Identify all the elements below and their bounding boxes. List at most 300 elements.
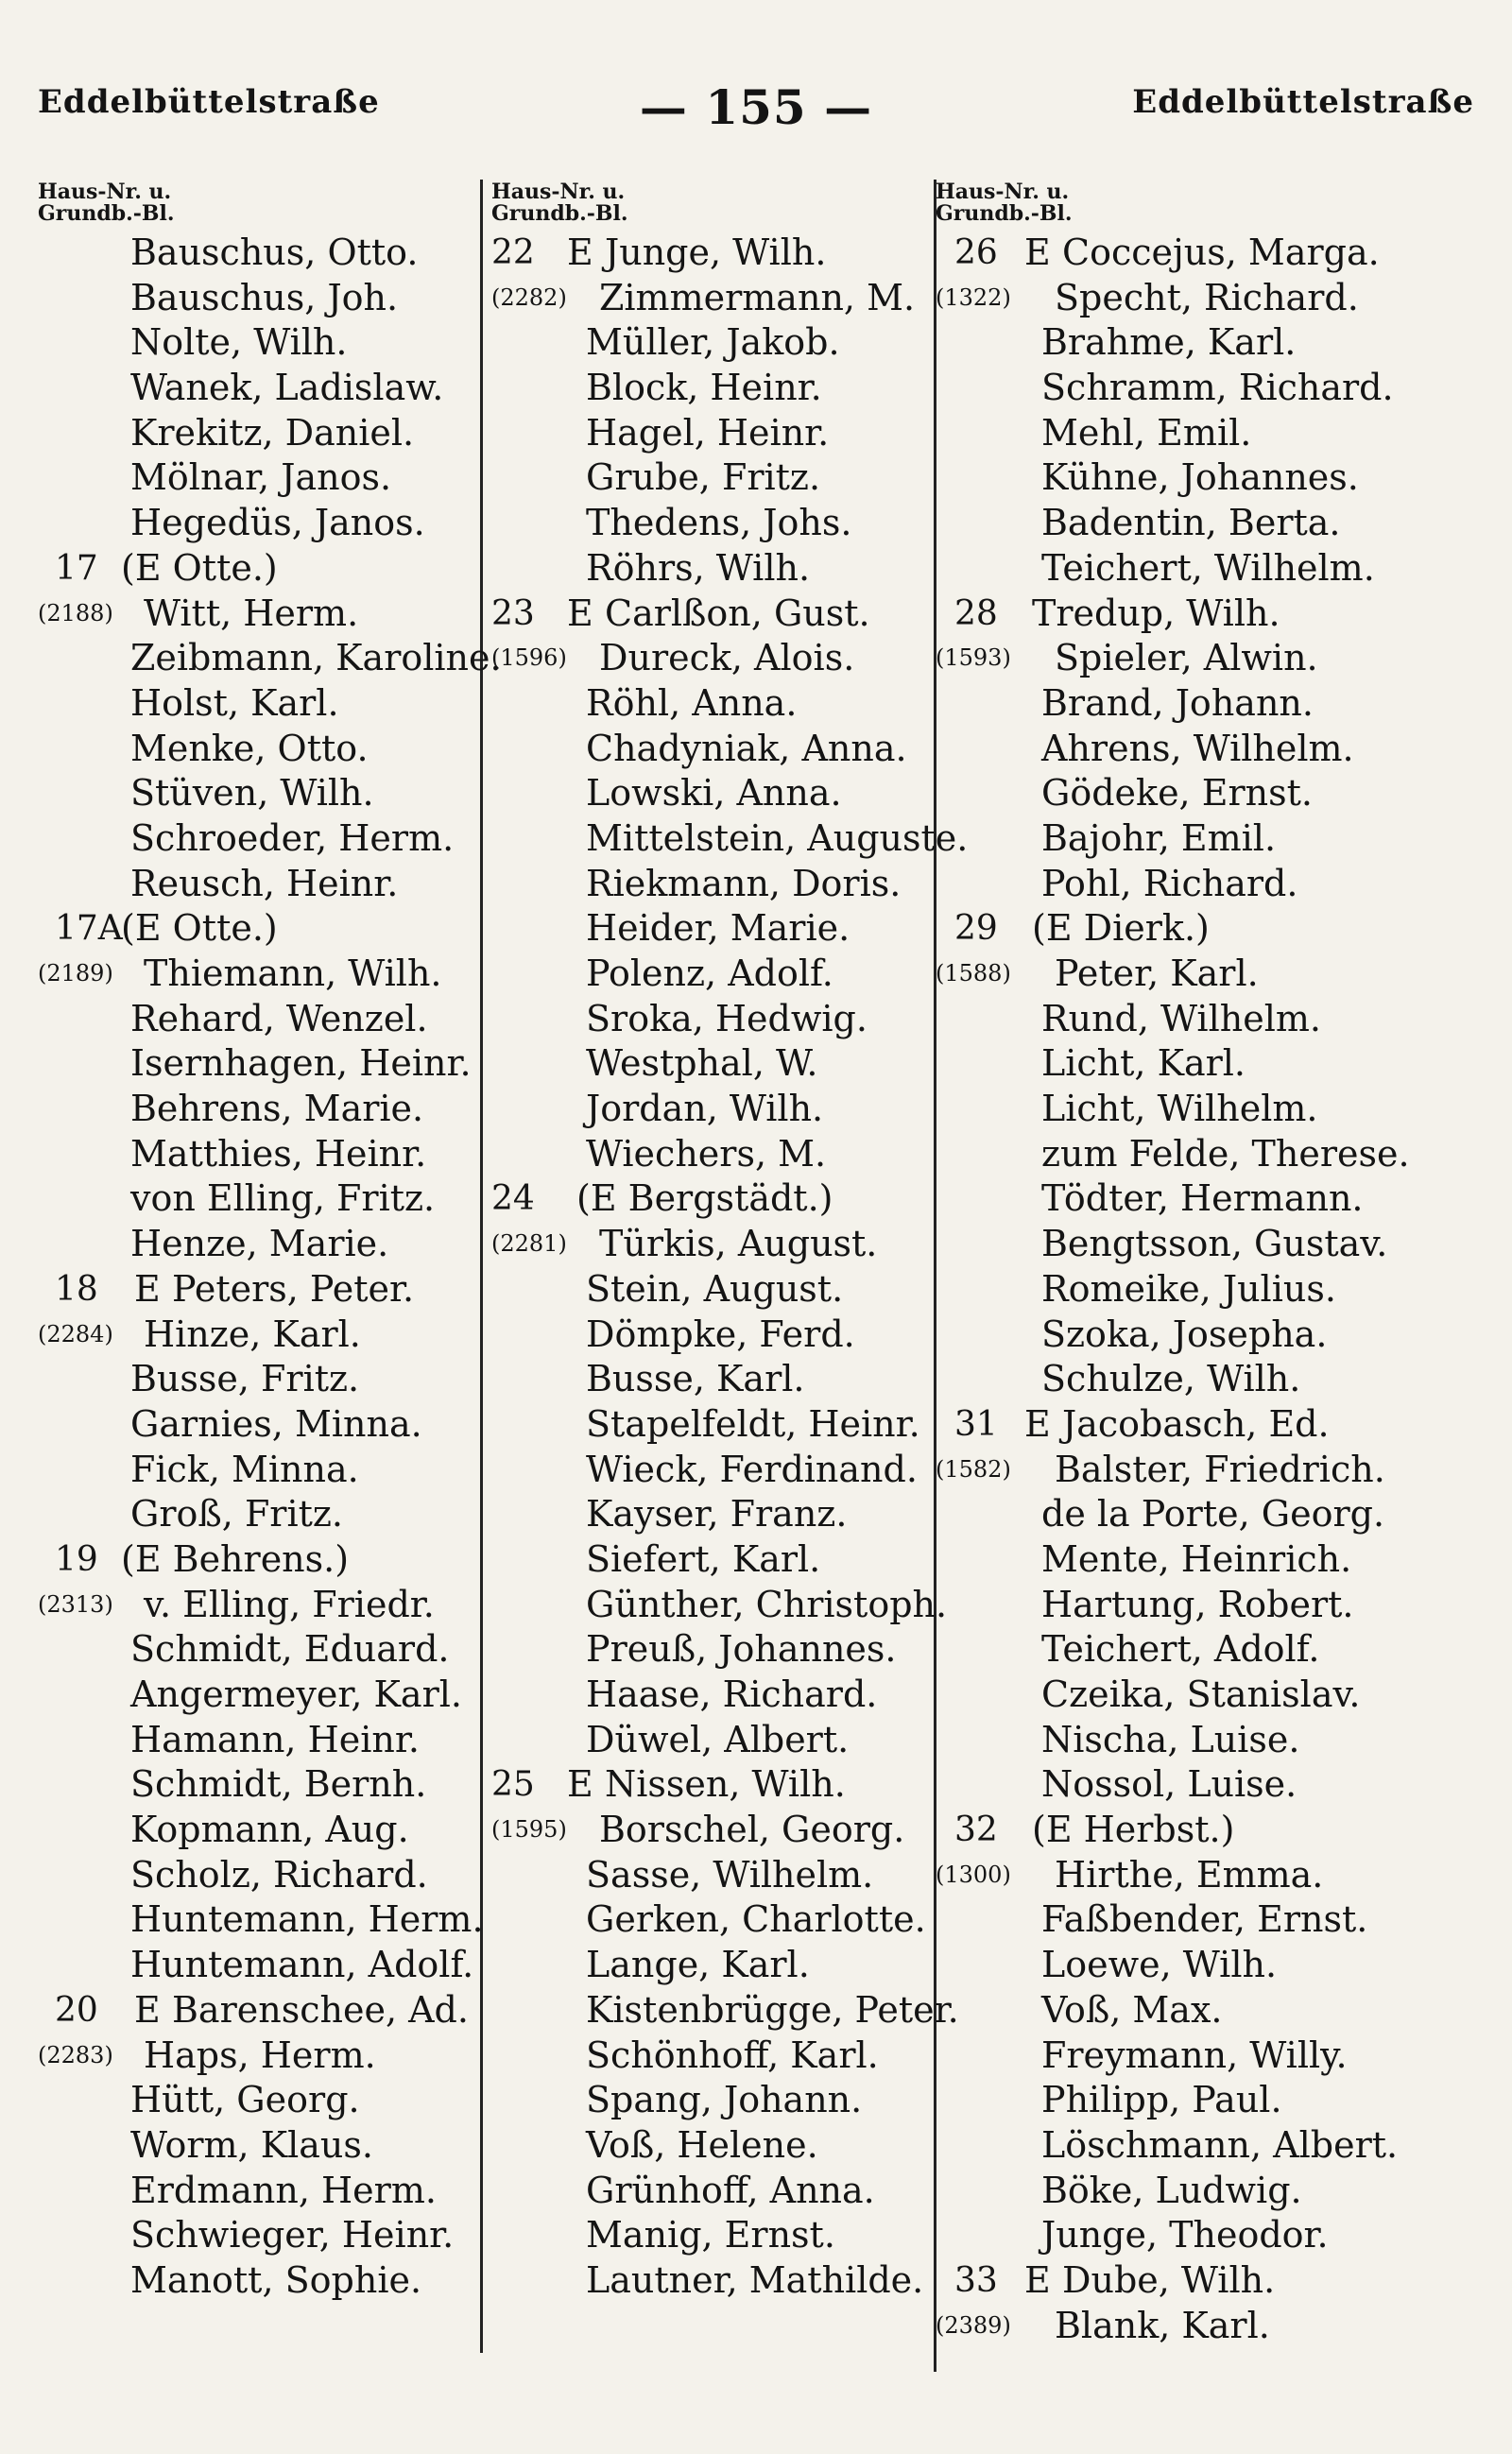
column-header-line: Grundb.-Bl.	[936, 201, 1073, 226]
directory-line	[936, 1943, 1465, 1988]
resident-name: (E Otte.)	[121, 546, 278, 589]
land-register-number: (2281)	[491, 1230, 567, 1258]
resident-name: Dureck, Alois.	[599, 637, 855, 679]
directory-line	[491, 1583, 948, 1628]
directory-line	[936, 1627, 1465, 1673]
house-number: 18	[55, 1269, 98, 1309]
resident-name: Haps, Herm.	[144, 2034, 376, 2076]
house-number: 17	[55, 548, 98, 588]
resident-name: Barenschee, Ad.	[172, 1988, 469, 2031]
resident-name: Böke, Ludwig.	[1041, 2169, 1302, 2211]
resident-name: Zimmermann, M.	[599, 276, 916, 318]
directory-line	[38, 1357, 482, 1402]
resident-name: Zeibmann, Karoline.	[130, 637, 502, 679]
resident-name: Garnies, Minna.	[130, 1402, 422, 1445]
resident-name: Junge, Wilh.	[605, 232, 827, 273]
resident-name: Czeika, Stanislav.	[1041, 1673, 1361, 1715]
resident-name: Worm, Klaus.	[130, 2123, 373, 2166]
directory-line	[491, 1402, 936, 1448]
column-1	[38, 180, 502, 2304]
house-number: 29	[954, 909, 998, 949]
directory-line	[936, 2078, 1465, 2123]
resident-name: Brand, Johann.	[1041, 681, 1314, 724]
resident-name: Heider, Marie.	[586, 907, 850, 950]
resident-name: Holst, Karl.	[130, 681, 339, 724]
directory-line	[936, 2213, 1465, 2258]
resident-name: de la Porte, Georg.	[1041, 1493, 1385, 1536]
resident-name: Mente, Heinrich.	[1041, 1537, 1352, 1580]
directory-line	[491, 1041, 936, 1087]
directory-line	[38, 1718, 482, 1763]
directory-line	[936, 411, 1465, 456]
resident-name: Röhl, Anna.	[586, 681, 798, 724]
resident-name: Nischa, Luise.	[1041, 1718, 1300, 1760]
directory-line	[491, 1087, 936, 1132]
resident-name: Block, Heinr.	[586, 367, 822, 409]
directory-line	[491, 1627, 936, 1673]
directory-line	[38, 231, 482, 276]
owner-marker: E	[567, 232, 593, 273]
resident-name: Specht, Richard.	[1055, 276, 1359, 318]
resident-name: Sroka, Hedwig.	[586, 997, 868, 1039]
resident-name: Tödter, Hermann.	[1041, 1177, 1364, 1220]
resident-name: Peter, Karl.	[1055, 952, 1259, 994]
directory-line	[936, 771, 1465, 816]
directory-line	[936, 952, 1465, 997]
directory-line	[491, 906, 936, 952]
directory-line	[38, 997, 482, 1042]
resident-name: Isernhagen, Heinr.	[130, 1042, 472, 1085]
resident-name: Schramm, Richard.	[1041, 367, 1394, 409]
resident-name: Lautner, Mathilde.	[586, 2258, 924, 2301]
directory-line	[936, 1222, 1465, 1267]
resident-name: Hütt, Georg.	[130, 2079, 360, 2121]
directory-line	[491, 1357, 936, 1402]
resident-name: Müller, Jakob.	[586, 321, 840, 364]
resident-name: (E Bergstädt.)	[576, 1177, 833, 1220]
resident-name: Busse, Karl.	[586, 1358, 805, 1400]
resident-name: Hinze, Karl.	[144, 1313, 361, 1355]
column-3	[936, 181, 1465, 2348]
directory-line	[936, 501, 1465, 546]
resident-name: Düwel, Albert.	[586, 1718, 850, 1760]
directory-line	[38, 455, 482, 501]
land-register-number: (1582)	[936, 1455, 1011, 1483]
resident-name: Röhrs, Wilh.	[586, 546, 811, 589]
resident-name: Bauschus, Joh.	[130, 276, 399, 318]
resident-name: Groß, Fritz.	[130, 1493, 343, 1536]
directory-line	[936, 546, 1465, 592]
column-header-line: Grundb.-Bl.	[38, 201, 175, 226]
resident-name: Westphal, W.	[586, 1042, 818, 1085]
resident-name: Polenz, Adolf.	[586, 952, 833, 994]
resident-name: Teichert, Wilhelm.	[1041, 546, 1375, 589]
directory-line	[936, 997, 1465, 1042]
resident-name: Fick, Minna.	[130, 1448, 359, 1490]
directory-line	[491, 1222, 936, 1267]
resident-name: Siefert, Karl.	[586, 1537, 821, 1580]
directory-line	[936, 816, 1465, 862]
directory-line	[936, 1808, 1465, 1853]
resident-name: Löschmann, Albert.	[1041, 2123, 1399, 2166]
resident-name: Voß, Helene.	[586, 2123, 818, 2166]
directory-line	[936, 1673, 1465, 1718]
resident-name: Borschel, Georg.	[599, 1809, 905, 1851]
owner-marker: E	[1024, 2258, 1051, 2301]
resident-name: Ahrens, Wilhelm.	[1041, 727, 1354, 769]
land-register-number: (2389)	[936, 2311, 1011, 2339]
directory-line	[491, 2123, 936, 2169]
resident-name: Bengtsson, Gustav.	[1041, 1223, 1388, 1265]
directory-line	[936, 1041, 1465, 1087]
owner-marker: E	[1024, 232, 1051, 273]
directory-line	[491, 816, 969, 862]
column-header-line: Haus-Nr. u.	[38, 180, 172, 204]
resident-name: Erdmann, Herm.	[130, 2169, 437, 2211]
directory-line	[38, 1627, 482, 1673]
land-register-number: (1322)	[936, 283, 1011, 311]
directory-line	[491, 1718, 936, 1763]
resident-name: Kühne, Johannes.	[1041, 456, 1359, 499]
directory-line	[491, 1853, 936, 1898]
directory-line	[936, 1402, 1465, 1448]
directory-line	[38, 2078, 482, 2123]
resident-name: Manott, Sophie.	[130, 2258, 422, 2301]
resident-name: Lowski, Anna.	[586, 772, 842, 815]
resident-name: Stapelfeldt, Heinr.	[586, 1402, 920, 1445]
directory-line	[936, 2123, 1465, 2169]
resident-name: Junge, Theodor.	[1041, 2214, 1329, 2257]
resident-name: Hartung, Robert.	[1041, 1583, 1354, 1625]
directory-line	[38, 366, 482, 411]
resident-name: Spang, Johann.	[586, 2079, 863, 2121]
directory-line	[936, 231, 1465, 276]
owner-marker: E	[134, 1988, 161, 2031]
resident-name: Coccejus, Marga.	[1062, 232, 1380, 273]
directory-line	[38, 952, 482, 997]
resident-name: Behrens, Marie.	[130, 1088, 424, 1130]
directory-line	[38, 2169, 482, 2214]
resident-name: Voß, Max.	[1041, 1988, 1223, 2031]
directory-line	[936, 1357, 1465, 1402]
resident-name: Hegedüs, Janos.	[130, 502, 425, 544]
resident-name: Brahme, Karl.	[1041, 321, 1297, 364]
directory-line	[491, 1988, 959, 2034]
resident-name: Matthies, Heinr.	[130, 1132, 427, 1175]
resident-name: Mehl, Emil.	[1041, 411, 1252, 454]
directory-line	[936, 636, 1465, 681]
directory-line	[936, 862, 1465, 907]
resident-name: Szoka, Josepha.	[1041, 1313, 1328, 1355]
directory-line	[936, 1537, 1465, 1583]
resident-name: Schulze, Wilh.	[1041, 1358, 1301, 1400]
resident-name: Preuß, Johannes.	[586, 1628, 897, 1671]
resident-name: Gerken, Charlotte.	[586, 1898, 926, 1941]
house-number: 26	[954, 233, 998, 272]
resident-name: Grube, Fritz.	[586, 456, 821, 499]
resident-name: Jacobasch, Ed.	[1062, 1402, 1330, 1445]
resident-name: Schmidt, Bernh.	[130, 1763, 427, 1806]
resident-name: Angermeyer, Karl.	[130, 1673, 462, 1715]
directory-line	[38, 320, 482, 366]
resident-name: Balster, Friedrich.	[1055, 1448, 1385, 1490]
directory-line	[38, 2258, 482, 2304]
resident-name: Menke, Otto.	[130, 727, 369, 769]
directory-line	[38, 501, 482, 546]
directory-line	[491, 1537, 936, 1583]
resident-name: Sasse, Wilhelm.	[586, 1853, 874, 1896]
resident-name: zum Felde, Therese.	[1041, 1132, 1410, 1175]
directory-line	[38, 816, 482, 862]
resident-name: Busse, Fritz.	[130, 1358, 360, 1400]
directory-line	[38, 1402, 482, 1448]
resident-name: Schroeder, Herm.	[130, 816, 455, 859]
resident-name: Nissen, Wilh.	[605, 1763, 846, 1806]
resident-name: Freymann, Willy.	[1041, 2034, 1348, 2076]
directory-line	[38, 1087, 482, 1132]
directory-line	[491, 411, 936, 456]
directory-line	[38, 1897, 482, 1943]
resident-name: Rehard, Wenzel.	[130, 997, 428, 1039]
directory-line	[491, 1492, 936, 1537]
land-register-number: (2313)	[38, 1590, 113, 1618]
directory-line	[38, 1853, 482, 1898]
directory-line	[936, 1087, 1465, 1132]
directory-line	[38, 592, 482, 637]
resident-name: Dömpke, Ferd.	[586, 1313, 855, 1355]
resident-name: Chadyniak, Anna.	[586, 727, 907, 769]
directory-line	[936, 2034, 1465, 2079]
resident-name: Krekitz, Daniel.	[130, 411, 415, 454]
resident-name: Nolte, Wilh.	[130, 321, 348, 364]
resident-name: Schwieger, Heinr.	[130, 2214, 455, 2257]
resident-name: Huntemann, Herm.	[130, 1898, 484, 1941]
resident-name: v. Elling, Friedr.	[144, 1583, 435, 1625]
resident-name: von Elling, Fritz.	[130, 1177, 436, 1220]
directory-line	[491, 1267, 936, 1313]
resident-name: Huntemann, Adolf.	[130, 1944, 474, 1986]
land-register-number: (1593)	[936, 644, 1011, 672]
land-register-number: (1300)	[936, 1861, 1011, 1888]
directory-line	[936, 727, 1465, 772]
directory-line	[936, 2258, 1465, 2304]
resident-name: Pohl, Richard.	[1041, 862, 1298, 904]
resident-name: Stein, August.	[586, 1267, 844, 1310]
house-number: 24	[491, 1179, 535, 1219]
directory-line	[38, 636, 502, 681]
resident-name: Wanek, Ladislaw.	[130, 367, 444, 409]
directory-line	[936, 2304, 1465, 2349]
resident-name: Bauschus, Otto.	[130, 232, 419, 273]
resident-name: Riekmann, Doris.	[586, 862, 902, 904]
resident-name: Schmidt, Eduard.	[130, 1628, 450, 1671]
directory-line	[491, 636, 936, 681]
resident-name: Mölnar, Janos.	[130, 456, 392, 499]
directory-line	[491, 231, 936, 276]
directory-line	[491, 320, 936, 366]
resident-name: Gödeke, Ernst.	[1041, 772, 1313, 815]
column-header	[491, 181, 936, 231]
resident-name: Witt, Herm.	[144, 592, 359, 634]
resident-name: Carlßon, Gust.	[605, 592, 870, 634]
resident-name: Grünhoff, Anna.	[586, 2169, 875, 2211]
directory-line	[38, 1492, 482, 1537]
column-header-line: Haus-Nr. u.	[491, 180, 626, 204]
directory-line	[38, 1673, 482, 1718]
resident-name: Bajohr, Emil.	[1041, 816, 1277, 859]
directory-line	[491, 2169, 936, 2214]
owner-marker: E	[567, 1763, 593, 1806]
directory-line	[491, 2034, 936, 2079]
resident-name: Henze, Marie.	[130, 1223, 389, 1265]
directory-line	[491, 997, 936, 1042]
directory-line	[936, 1132, 1465, 1177]
column-2	[491, 180, 969, 2304]
resident-name: (E Herbst.)	[1032, 1809, 1235, 1851]
land-register-number: (2284)	[38, 1320, 113, 1347]
directory-line	[491, 2258, 936, 2304]
directory-line	[491, 727, 936, 772]
resident-name: (E Dierk.)	[1032, 907, 1210, 950]
land-register-number: (1595)	[491, 1816, 567, 1844]
directory-line	[936, 1492, 1465, 1537]
directory-line	[936, 906, 1465, 952]
resident-name: Wiechers, M.	[586, 1132, 827, 1175]
directory-line	[38, 906, 482, 952]
directory-line	[38, 727, 482, 772]
resident-name: Jordan, Wilh.	[586, 1088, 824, 1130]
page-number: — 155 —	[639, 79, 873, 135]
directory-line	[936, 1897, 1465, 1943]
directory-line	[491, 1897, 936, 1943]
directory-line	[38, 1176, 482, 1222]
directory-line	[491, 1176, 936, 1222]
directory-line	[38, 2213, 482, 2258]
directory-line	[491, 1808, 936, 1853]
running-header-left: Eddelbüttelstraße	[38, 83, 380, 121]
directory-line	[38, 546, 482, 592]
resident-name: Faßbender, Ernst.	[1041, 1898, 1368, 1941]
directory-line	[38, 1267, 482, 1313]
resident-name: Teichert, Adolf.	[1041, 1628, 1320, 1671]
directory-line	[936, 1853, 1465, 1898]
house-number: 25	[491, 1765, 535, 1805]
resident-name: Philipp, Paul.	[1041, 2079, 1282, 2121]
house-number: 22	[491, 233, 535, 272]
resident-name: Peters, Peter.	[172, 1267, 415, 1310]
owner-marker: E	[1024, 1402, 1051, 1445]
resident-name: (E Otte.)	[121, 907, 278, 950]
resident-name: Badentin, Berta.	[1041, 502, 1341, 544]
resident-name: Reusch, Heinr.	[130, 862, 399, 904]
directory-line	[936, 681, 1465, 727]
directory-line	[38, 1448, 482, 1493]
directory-line	[936, 592, 1465, 637]
house-number: 31	[954, 1404, 998, 1444]
directory-line	[936, 320, 1465, 366]
directory-line	[38, 1762, 482, 1808]
directory-line	[491, 1673, 936, 1718]
directory-line	[936, 1988, 1465, 2034]
resident-name: Thedens, Johs.	[586, 502, 852, 544]
directory-line	[38, 2123, 482, 2169]
resident-name: Thiemann, Wilh.	[144, 952, 442, 994]
resident-name: Manig, Ernst.	[586, 2214, 835, 2257]
directory-line	[491, 1943, 936, 1988]
resident-name: Licht, Karl.	[1041, 1042, 1246, 1085]
running-header-right: Eddelbüttelstraße	[1132, 83, 1474, 121]
directory-line	[38, 1537, 482, 1583]
directory-line	[491, 1762, 936, 1808]
resident-name: Tredup, Wilh.	[1032, 592, 1280, 634]
directory-line	[491, 771, 936, 816]
house-number: 33	[954, 2260, 998, 2300]
resident-name: Loewe, Wilh.	[1041, 1944, 1278, 1986]
resident-name: Hirthe, Emma.	[1055, 1853, 1324, 1896]
directory-line	[491, 1448, 936, 1493]
directory-line	[38, 1943, 482, 1988]
directory-line	[491, 2078, 936, 2123]
house-number: 17A	[55, 909, 123, 949]
directory-line	[491, 501, 936, 546]
resident-name: Stüven, Wilh.	[130, 772, 374, 815]
resident-name: Lange, Karl.	[586, 1944, 810, 1986]
resident-name: Wieck, Ferdinand.	[586, 1448, 918, 1490]
directory-line	[936, 1718, 1465, 1763]
directory-line	[936, 1313, 1465, 1358]
directory-line	[491, 862, 936, 907]
directory-line	[38, 1808, 482, 1853]
directory-line	[38, 681, 482, 727]
column-header	[936, 181, 1465, 231]
directory-line	[936, 455, 1465, 501]
directory-line	[491, 592, 936, 637]
resident-name: Schönhoff, Karl.	[586, 2034, 879, 2076]
resident-name: Nossol, Luise.	[1041, 1763, 1297, 1806]
resident-name: Blank, Karl.	[1055, 2304, 1270, 2346]
land-register-number: (1588)	[936, 960, 1011, 987]
resident-name: Hamann, Heinr.	[130, 1718, 420, 1760]
directory-line	[936, 1267, 1465, 1313]
directory-line	[38, 1583, 482, 1628]
resident-name: Haase, Richard.	[586, 1673, 878, 1715]
directory-line	[936, 366, 1465, 411]
owner-marker: E	[567, 592, 593, 634]
directory-line	[38, 771, 482, 816]
directory-line	[38, 862, 482, 907]
directory-line	[38, 1313, 482, 1358]
land-register-number: (2283)	[38, 2041, 113, 2068]
resident-name: Scholz, Richard.	[130, 1853, 428, 1896]
column-header	[38, 181, 482, 231]
directory-line	[491, 455, 936, 501]
directory-line	[936, 1448, 1465, 1493]
column-header-line: Haus-Nr. u.	[936, 180, 1070, 204]
directory-line	[491, 681, 936, 727]
house-number: 32	[954, 1810, 998, 1850]
resident-name: Romeike, Julius.	[1041, 1267, 1336, 1310]
directory-line	[936, 2169, 1465, 2214]
directory-line	[38, 1988, 482, 2034]
resident-name: Rund, Wilhelm.	[1041, 997, 1321, 1039]
column-header-line: Grundb.-Bl.	[491, 201, 628, 226]
directory-line	[491, 546, 936, 592]
directory-line	[491, 2213, 936, 2258]
directory-line	[38, 276, 482, 321]
directory-line	[936, 1176, 1465, 1222]
directory-line	[491, 952, 936, 997]
resident-name: Dube, Wilh.	[1062, 2258, 1276, 2301]
